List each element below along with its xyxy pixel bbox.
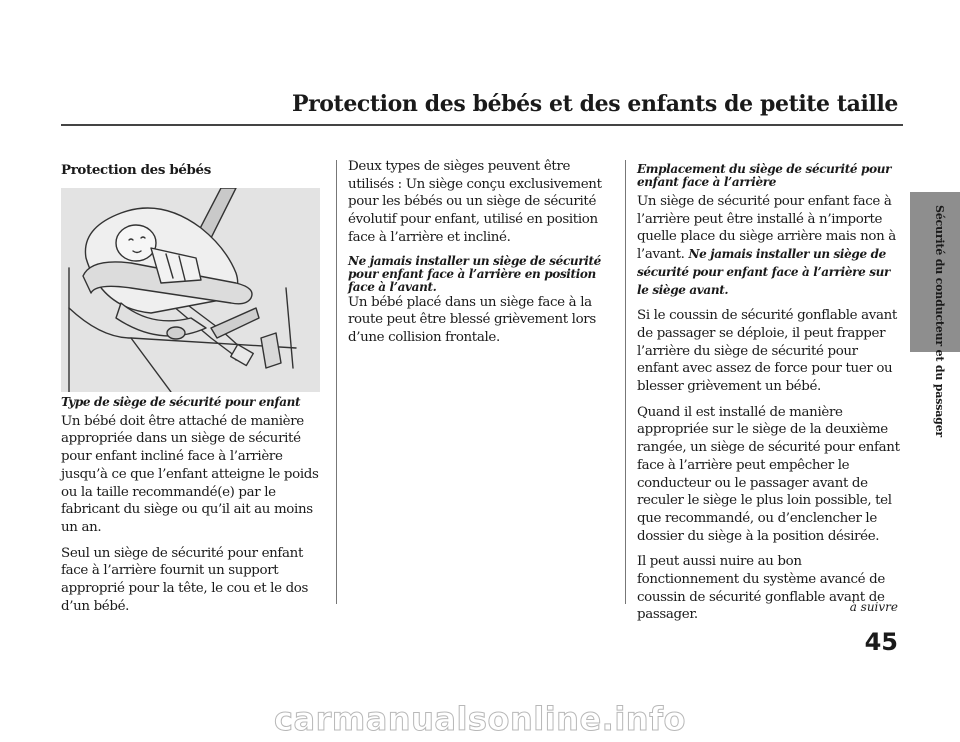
paragraph: Si le coussin de sécurité gonflable avant de passager se déploie, il peut frapper l’arrière du siège de sécurité pour enfant avec assez de force pour tuer ou blesser grièvement un bébé. bbox=[637, 308, 897, 395]
section-tab-label: Sécurité du conducteur et du passager bbox=[933, 205, 946, 438]
car-seat-illustration bbox=[61, 188, 320, 392]
column-divider bbox=[625, 160, 626, 604]
page-title: Protection des bébés et des enfants de petite taille bbox=[291, 91, 898, 117]
paragraph: Quand il est installé de manière appropriée sur le siège de la deuxième rangée, un siège de sécurité pour enfant face à l’arrière peut empêcher le conducteur ou le passager avant de reculer le siège le plus loin possible, tel que recommandé, ou d’enclencher le dossier du siège à la position désirée. bbox=[637, 404, 900, 544]
paragraph-text: Un siège de sécurité pour enfant face à l’arrière peut être installé à n’importe quelle place du siège arrière mais non à l’avant. bbox=[637, 194, 896, 263]
paragraph bbox=[637, 193, 902, 299]
paragraph: Un bébé doit être attaché de manière appropriée dans un siège de sécurité pour enfant incliné face à l’arrière jusqu’à ce que l’enfant atteigne le poids ou la taille recommandé(e) par le fabricant du siège ou qu’il ait au moins un an. bbox=[61, 413, 319, 535]
watermark: carmanualsonline.info bbox=[274, 700, 686, 738]
section-heading: Protection des bébés bbox=[61, 162, 211, 178]
figure-caption: Type de siège de sécurité pour enfant bbox=[61, 394, 301, 409]
continued-label: à suivre bbox=[849, 600, 898, 614]
section-heading: Emplacement du siège de sécurité pour enfant face à l’arrière bbox=[637, 162, 892, 189]
column-1 bbox=[61, 162, 323, 623]
warning-text: Ne jamais installer un siège de sécurité pour enfant face à l’arrière en position face à l’avant. bbox=[348, 253, 601, 294]
warning-text: Ne jamais installer un siège de sécurité pour enfant face à l’arrière sur le siège avant. bbox=[637, 247, 890, 297]
paragraph: Il peut aussi nuire au bon fonctionnement du système avancé de coussin de sécurité gonflable avant de passager. bbox=[637, 554, 885, 623]
infant-seat-drawing bbox=[61, 188, 320, 392]
header-divider bbox=[61, 124, 903, 126]
paragraph: Un bébé placé dans un siège face à la route peut être blessé grièvement lors d’une collision frontale. bbox=[348, 294, 596, 345]
column-2 bbox=[348, 158, 613, 355]
paragraph: Seul un siège de sécurité pour enfant face à l’arrière fournit un support approprié pour la tête, le cou et le dos d’un bébé. bbox=[61, 545, 309, 614]
column-divider bbox=[336, 160, 337, 604]
column-3 bbox=[637, 163, 902, 632]
paragraph: Deux types de sièges peuvent être utilisés : Un siège conçu exclusivement pour les bébés ou un siège de sécurité évolutif pour enfant, utilisé en position face à l’arrière et incliné. bbox=[348, 159, 602, 245]
page-number: 45 bbox=[864, 628, 898, 656]
